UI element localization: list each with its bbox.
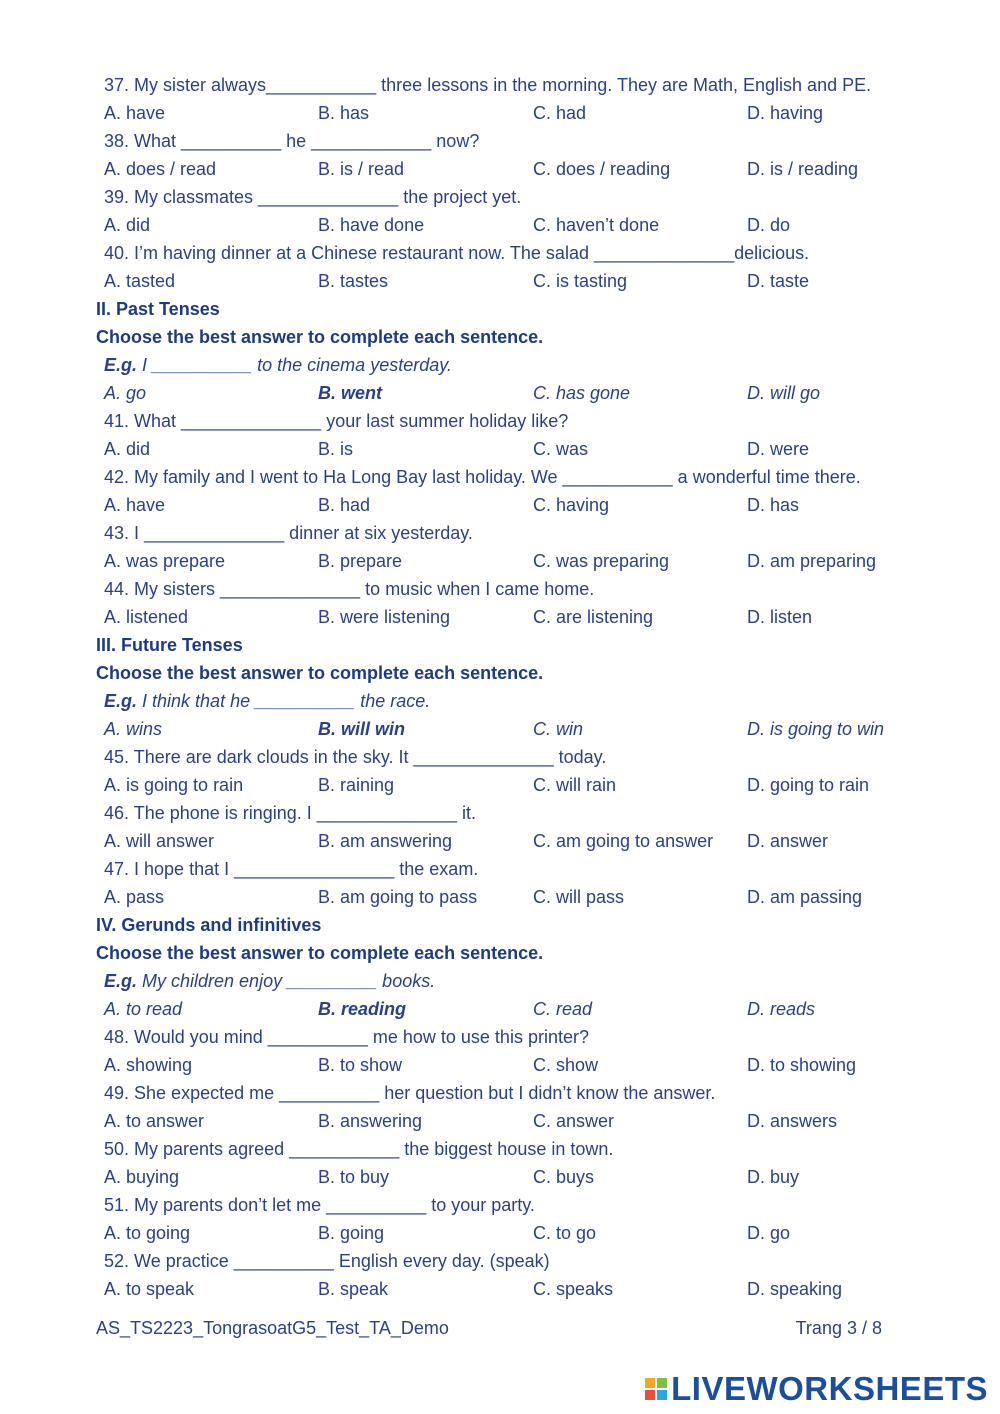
liveworksheets-logo-icon xyxy=(645,1378,667,1400)
answer-option[interactable]: C. will rain xyxy=(533,775,617,795)
answer-option[interactable]: A. showing xyxy=(104,1055,193,1075)
logo-square xyxy=(645,1390,655,1400)
answer-option[interactable]: C. does / reading xyxy=(533,159,671,179)
answer-option[interactable]: A. will answer xyxy=(104,831,215,851)
example-option: C. read xyxy=(533,999,593,1019)
answer-option[interactable]: D. listen xyxy=(747,607,813,627)
answer-option[interactable]: D. go xyxy=(747,1223,791,1243)
question-text: 42. My family and I went to Ha Long Bay last holiday. We ___________ a wonderful time there. xyxy=(104,467,861,487)
answer-option[interactable]: C. show xyxy=(533,1055,599,1075)
question-text: 41. What ______________ your last summer holiday like? xyxy=(104,411,569,431)
example-option: B. went xyxy=(318,383,383,403)
answer-option[interactable]: C. is tasting xyxy=(533,271,628,291)
answer-options-row xyxy=(104,1107,964,1135)
example-text: My children enjoy _________ books. xyxy=(137,971,436,991)
answer-option[interactable]: A. is going to rain xyxy=(104,775,244,795)
section-heading: III. Future Tenses xyxy=(96,635,243,655)
answer-option[interactable]: D. do xyxy=(747,215,791,235)
answer-option[interactable]: B. to buy xyxy=(318,1167,390,1187)
logo-square xyxy=(645,1378,655,1388)
answer-option[interactable]: D. taste xyxy=(747,271,810,291)
answer-option[interactable]: B. is xyxy=(318,439,354,459)
answer-options-row xyxy=(104,99,964,127)
answer-option[interactable]: A. to speak xyxy=(104,1279,195,1299)
answer-option[interactable]: D. am passing xyxy=(747,887,863,907)
answer-options-row xyxy=(104,1051,964,1079)
question-text: 40. I’m having dinner at a Chinese restaurant now. The salad ______________delicious. xyxy=(104,243,810,263)
answer-options-row xyxy=(104,827,964,855)
answer-option[interactable]: B. is / read xyxy=(318,159,405,179)
brand-name: LIVEWORKSHEETS xyxy=(671,1370,988,1407)
answer-option[interactable]: B. prepare xyxy=(318,551,403,571)
answer-option[interactable]: D. buy xyxy=(747,1167,800,1187)
example-label: E.g. xyxy=(104,971,138,991)
section-heading: II. Past Tenses xyxy=(96,299,220,319)
answer-option[interactable]: C. are listening xyxy=(533,607,654,627)
document-code: AS_TS2223_TongrasoatG5_Test_TA_Demo xyxy=(96,1318,449,1338)
answer-option[interactable]: C. haven’t done xyxy=(533,215,660,235)
section-heading: IV. Gerunds and infinitives xyxy=(96,915,322,935)
answer-option[interactable]: C. having xyxy=(533,495,610,515)
answer-option[interactable]: C. will pass xyxy=(533,887,625,907)
example-options-row xyxy=(104,995,964,1023)
answer-option[interactable]: B. tastes xyxy=(318,271,389,291)
answer-option[interactable]: B. am answering xyxy=(318,831,453,851)
page-number: Trang 3 / 8 xyxy=(795,1318,882,1338)
answer-option[interactable]: B. answering xyxy=(318,1111,423,1131)
example-option: A. wins xyxy=(104,719,163,739)
example-option: B. reading xyxy=(318,999,407,1019)
answer-options-row xyxy=(104,1163,964,1191)
question-text: 37. My sister always___________ three lessons in the morning. They are Math, English and PE. xyxy=(104,75,872,95)
answer-option[interactable]: D. to showing xyxy=(747,1055,857,1075)
answer-option[interactable]: C. to go xyxy=(533,1223,597,1243)
answer-option[interactable]: B. had xyxy=(318,495,371,515)
example-option: D. is going to win xyxy=(747,719,885,739)
answer-option[interactable]: D. has xyxy=(747,495,800,515)
answer-option[interactable]: A. pass xyxy=(104,887,165,907)
answer-option[interactable]: D. going to rain xyxy=(747,775,870,795)
answer-option[interactable]: C. answer xyxy=(533,1111,615,1131)
example-sentence xyxy=(104,687,964,715)
answer-option[interactable]: A. to going xyxy=(104,1223,191,1243)
answer-option[interactable]: D. speaking xyxy=(747,1279,843,1299)
question-text: 50. My parents agreed ___________ the biggest house in town. xyxy=(104,1139,614,1159)
answer-options-row xyxy=(104,547,964,575)
question-text: 43. I ______________ dinner at six yesterday. xyxy=(104,523,473,543)
answer-option[interactable]: C. speaks xyxy=(533,1279,614,1299)
example-sentence xyxy=(104,967,964,995)
answer-option[interactable]: A. did xyxy=(104,439,151,459)
answer-option[interactable]: A. did xyxy=(104,215,151,235)
question-text: 39. My classmates ______________ the project yet. xyxy=(104,187,522,207)
section-instruction: Choose the best answer to complete each sentence. xyxy=(96,663,544,683)
question-text: 45. There are dark clouds in the sky. It ______________ today. xyxy=(104,747,607,767)
answer-option[interactable]: C. had xyxy=(533,103,587,123)
question-text: 48. Would you mind __________ me how to use this printer? xyxy=(104,1027,589,1047)
logo-square xyxy=(657,1378,667,1388)
answer-options-row xyxy=(104,155,964,183)
section-instruction: Choose the best answer to complete each sentence. xyxy=(96,943,544,963)
answer-option[interactable]: D. were xyxy=(747,439,810,459)
answer-options-row xyxy=(104,603,964,631)
answer-option[interactable]: D. having xyxy=(747,103,824,123)
example-text: I __________ to the cinema yesterday. xyxy=(137,355,452,375)
answer-option[interactable]: A. tasted xyxy=(104,271,176,291)
liveworksheets-brand[interactable] xyxy=(645,1371,988,1407)
answer-options-row xyxy=(104,771,964,799)
answer-option[interactable]: B. has xyxy=(318,103,370,123)
question-text: 47. I hope that I ________________ the exam. xyxy=(104,859,479,879)
answer-option[interactable]: C. was preparing xyxy=(533,551,670,571)
answer-option[interactable]: B. am going to pass xyxy=(318,887,478,907)
answer-option[interactable]: B. have done xyxy=(318,215,425,235)
answer-options-row xyxy=(104,1219,964,1247)
question-text: 51. My parents don’t let me __________ to your party. xyxy=(104,1195,535,1215)
answer-option[interactable]: B. were listening xyxy=(318,607,451,627)
answer-options-row xyxy=(104,491,964,519)
answer-option[interactable]: B. speak xyxy=(318,1279,389,1299)
answer-option[interactable]: C. buys xyxy=(533,1167,595,1187)
example-option: C. win xyxy=(533,719,584,739)
question-text: 52. We practice __________ English every day. (speak) xyxy=(104,1251,550,1271)
logo-square xyxy=(657,1390,667,1400)
example-label: E.g. xyxy=(104,691,138,711)
answer-option[interactable]: A. was prepare xyxy=(104,551,226,571)
answer-options-row xyxy=(104,211,964,239)
example-label: E.g. xyxy=(104,355,138,375)
answer-option[interactable]: D. am preparing xyxy=(747,551,877,571)
example-options-row xyxy=(104,379,964,407)
answer-option[interactable]: D. is / reading xyxy=(747,159,859,179)
answer-option[interactable]: A. listened xyxy=(104,607,189,627)
answer-option[interactable]: B. raining xyxy=(318,775,395,795)
answer-option[interactable]: D. answer xyxy=(747,831,829,851)
example-option: B. will win xyxy=(318,719,406,739)
question-text: 46. The phone is ringing. I ______________ it. xyxy=(104,803,476,823)
answer-option[interactable]: B. going xyxy=(318,1223,385,1243)
answer-option[interactable]: A. does / read xyxy=(104,159,217,179)
answer-option[interactable]: D. answers xyxy=(747,1111,838,1131)
question-text: 49. She expected me __________ her question but I didn’t know the answer. xyxy=(104,1083,716,1103)
example-option: A. go xyxy=(104,383,147,403)
answer-options-row xyxy=(104,435,964,463)
answer-option[interactable]: A. to answer xyxy=(104,1111,205,1131)
example-sentence xyxy=(104,351,964,379)
question-text: 38. What __________ he ____________ now? xyxy=(104,131,480,151)
example-option: C. has gone xyxy=(533,383,631,403)
answer-option[interactable]: B. to show xyxy=(318,1055,403,1075)
answer-options-row xyxy=(104,267,964,295)
answer-option[interactable]: C. was xyxy=(533,439,589,459)
example-option: D. will go xyxy=(747,383,821,403)
example-options-row xyxy=(104,715,964,743)
question-text: 44. My sisters ______________ to music when I came home. xyxy=(104,579,595,599)
answer-options-row xyxy=(104,883,964,911)
answer-option[interactable]: A. have xyxy=(104,495,166,515)
example-option: D. reads xyxy=(747,999,816,1019)
answer-options-row xyxy=(104,1275,964,1303)
section-instruction: Choose the best answer to complete each sentence. xyxy=(96,327,544,347)
example-text: I think that he __________ the race. xyxy=(137,691,431,711)
answer-option[interactable]: A. buying xyxy=(104,1167,180,1187)
example-option: A. to read xyxy=(104,999,183,1019)
answer-option[interactable]: A. have xyxy=(104,103,166,123)
answer-option[interactable]: C. am going to answer xyxy=(533,831,714,851)
